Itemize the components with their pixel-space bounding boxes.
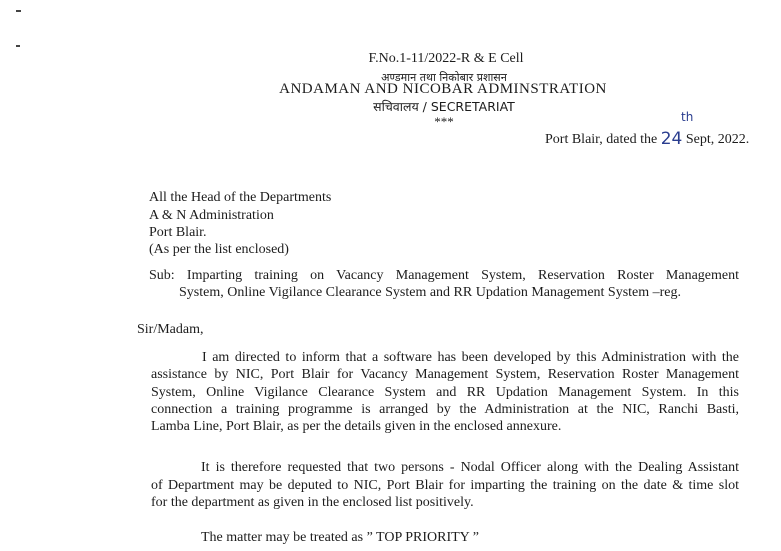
addressee-line: All the Head of the Departments: [149, 190, 332, 205]
file-number: F.No.1-11/2022-R & E Cell: [368, 51, 524, 66]
para1-line: connection a training programme is arranged by the Administration at the NIC, Ranchi Basti,: [151, 402, 739, 417]
handwritten-day: 24: [660, 129, 683, 149]
addressee-line: (As per the list enclosed): [149, 242, 289, 257]
para1-line: System, Online Vigilance Clearance System and RR Updation Management System. In this: [151, 385, 739, 400]
subject-line: System, Online Vigilance Clearance System and RR Updation Management System –reg.: [179, 285, 682, 300]
handwritten-suffix: th: [681, 110, 694, 124]
admin-title: ANDAMAN AND NICOBAR ADMINSTRATION: [279, 81, 607, 97]
header-stars: ***: [434, 114, 454, 129]
para1-line: assistance by NIC, Port Blair for Vacancy Management System, Reservation Roster Management: [151, 367, 739, 382]
dateline-prefix: Port Blair, dated the: [545, 132, 658, 147]
hindi-admin-title: अण्डमान तथा निकोबार प्रशासन: [381, 71, 507, 84]
para1-line: Lamba Line, Port Blair, as per the details given in the enclosed annexure.: [151, 419, 562, 434]
margin-mark: [16, 45, 20, 47]
dateline: [545, 110, 750, 149]
subject-line: Sub: Imparting training on Vacancy Management System, Reservation Roster Management: [149, 268, 739, 283]
para2-line: It is therefore requested that two persons - Nodal Officer along with the Dealing Assistant: [201, 460, 739, 475]
priority-line: The matter may be treated as ” TOP PRIORITY ”: [201, 530, 479, 545]
dateline-month-year: Sept, 2022.: [685, 132, 750, 147]
para2-line: for the department as given in the enclosed list positively.: [151, 495, 474, 510]
secretariat-title: सचिवालय / SECRETARIAT: [373, 99, 515, 114]
salutation: Sir/Madam,: [137, 322, 204, 337]
para2-line: of Department may be deputed to NIC, Port Blair for imparting the training on the date & time slot: [151, 478, 739, 493]
addressee-line: A & N Administration: [149, 208, 274, 223]
addressee-line: Port Blair.: [149, 225, 207, 240]
margin-mark: [16, 10, 21, 12]
para1-line: I am directed to inform that a software has been developed by this Administration with the: [202, 350, 739, 365]
